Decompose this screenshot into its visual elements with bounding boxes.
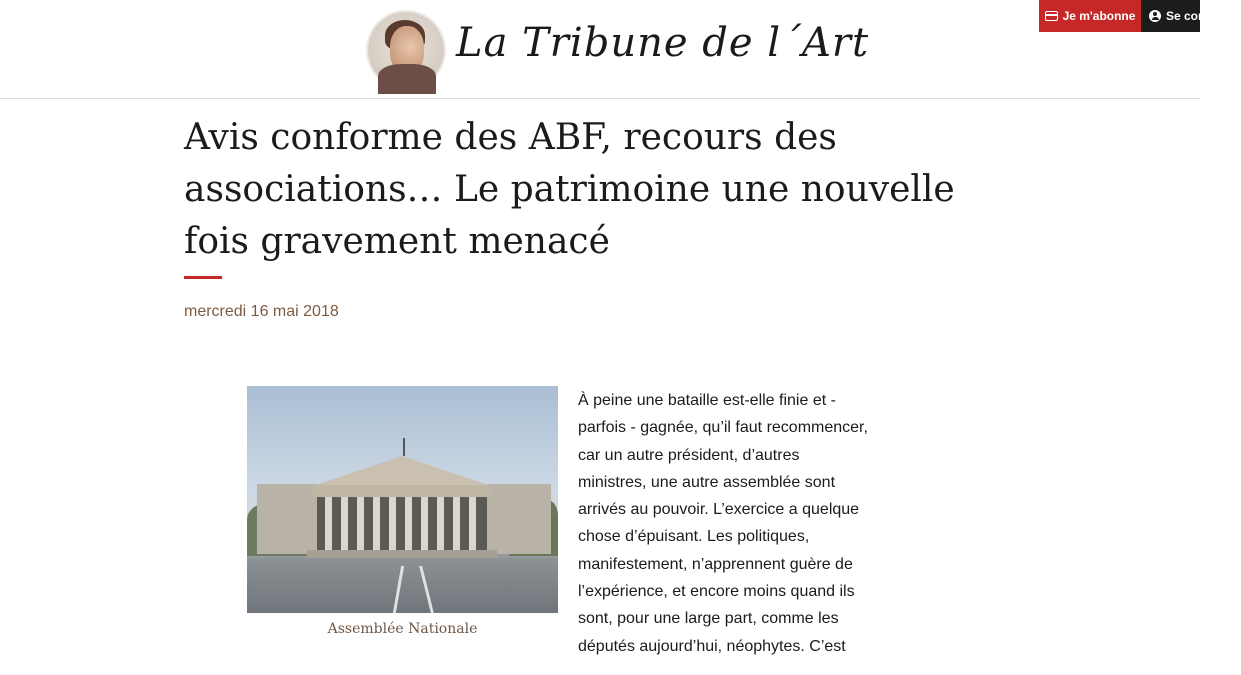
title-accent-rule — [184, 276, 222, 279]
body-line: chose d’épuisant. Les politiques, — [578, 528, 810, 546]
site-logo-text[interactable]: La Tribune de l´Art — [456, 20, 870, 66]
photo-flagpole — [403, 438, 405, 456]
photo-entablature — [313, 485, 491, 497]
photo-column — [357, 497, 364, 551]
portrait-robe — [378, 64, 436, 94]
logo-medallion[interactable] — [368, 12, 444, 88]
user-circle-icon — [1149, 10, 1161, 22]
photo-column — [389, 497, 396, 551]
photo-column — [373, 497, 380, 551]
body-line: manifestement, n’apprennent guère de — [578, 555, 853, 573]
body-line: sont, pour une large part, comme les — [578, 610, 839, 628]
photo-column — [405, 497, 412, 551]
body-line: ministres, une autre assemblée sont — [578, 473, 836, 491]
body-line: députés aujourd’hui, néophytes. C’est — [578, 637, 846, 655]
photo-column — [437, 497, 444, 551]
body-line: parfois - gagnée, qu’il faut recommencer, — [578, 419, 868, 437]
subscribe-button[interactable] — [1039, 0, 1141, 32]
login-label: Se connecter — [1166, 9, 1241, 23]
article-title: Avis conforme des ABF, recours des associations… Le patrimoine une nouvelle fois gravement menacé — [184, 117, 955, 262]
photo-column — [421, 497, 428, 551]
figure-caption: Assemblée Nationale — [327, 621, 478, 637]
login-button[interactable] — [1141, 0, 1241, 32]
assemblee-nationale-photo[interactable] — [247, 386, 558, 613]
body-line: car un autre président, d’autres — [578, 446, 800, 464]
photo-column — [325, 497, 332, 551]
article-date: mercredi 16 mai 2018 — [184, 303, 339, 320]
body-line: arrivés au pouvoir. L’exercice a quelque — [578, 501, 860, 519]
article-figure — [247, 386, 558, 637]
subscribe-label: Je m'abonne — [1062, 9, 1136, 23]
credit-card-icon — [1045, 11, 1058, 21]
photo-column — [469, 497, 476, 551]
site-header — [0, 0, 1241, 99]
article-body — [578, 387, 898, 660]
body-line: À peine une bataille est-elle finie et - — [578, 392, 836, 409]
photo-column — [341, 497, 348, 551]
photo-column — [453, 497, 460, 551]
photo-wing-right — [483, 484, 551, 554]
body-line: l’expérience, et encore moins quand ils — [578, 583, 855, 601]
